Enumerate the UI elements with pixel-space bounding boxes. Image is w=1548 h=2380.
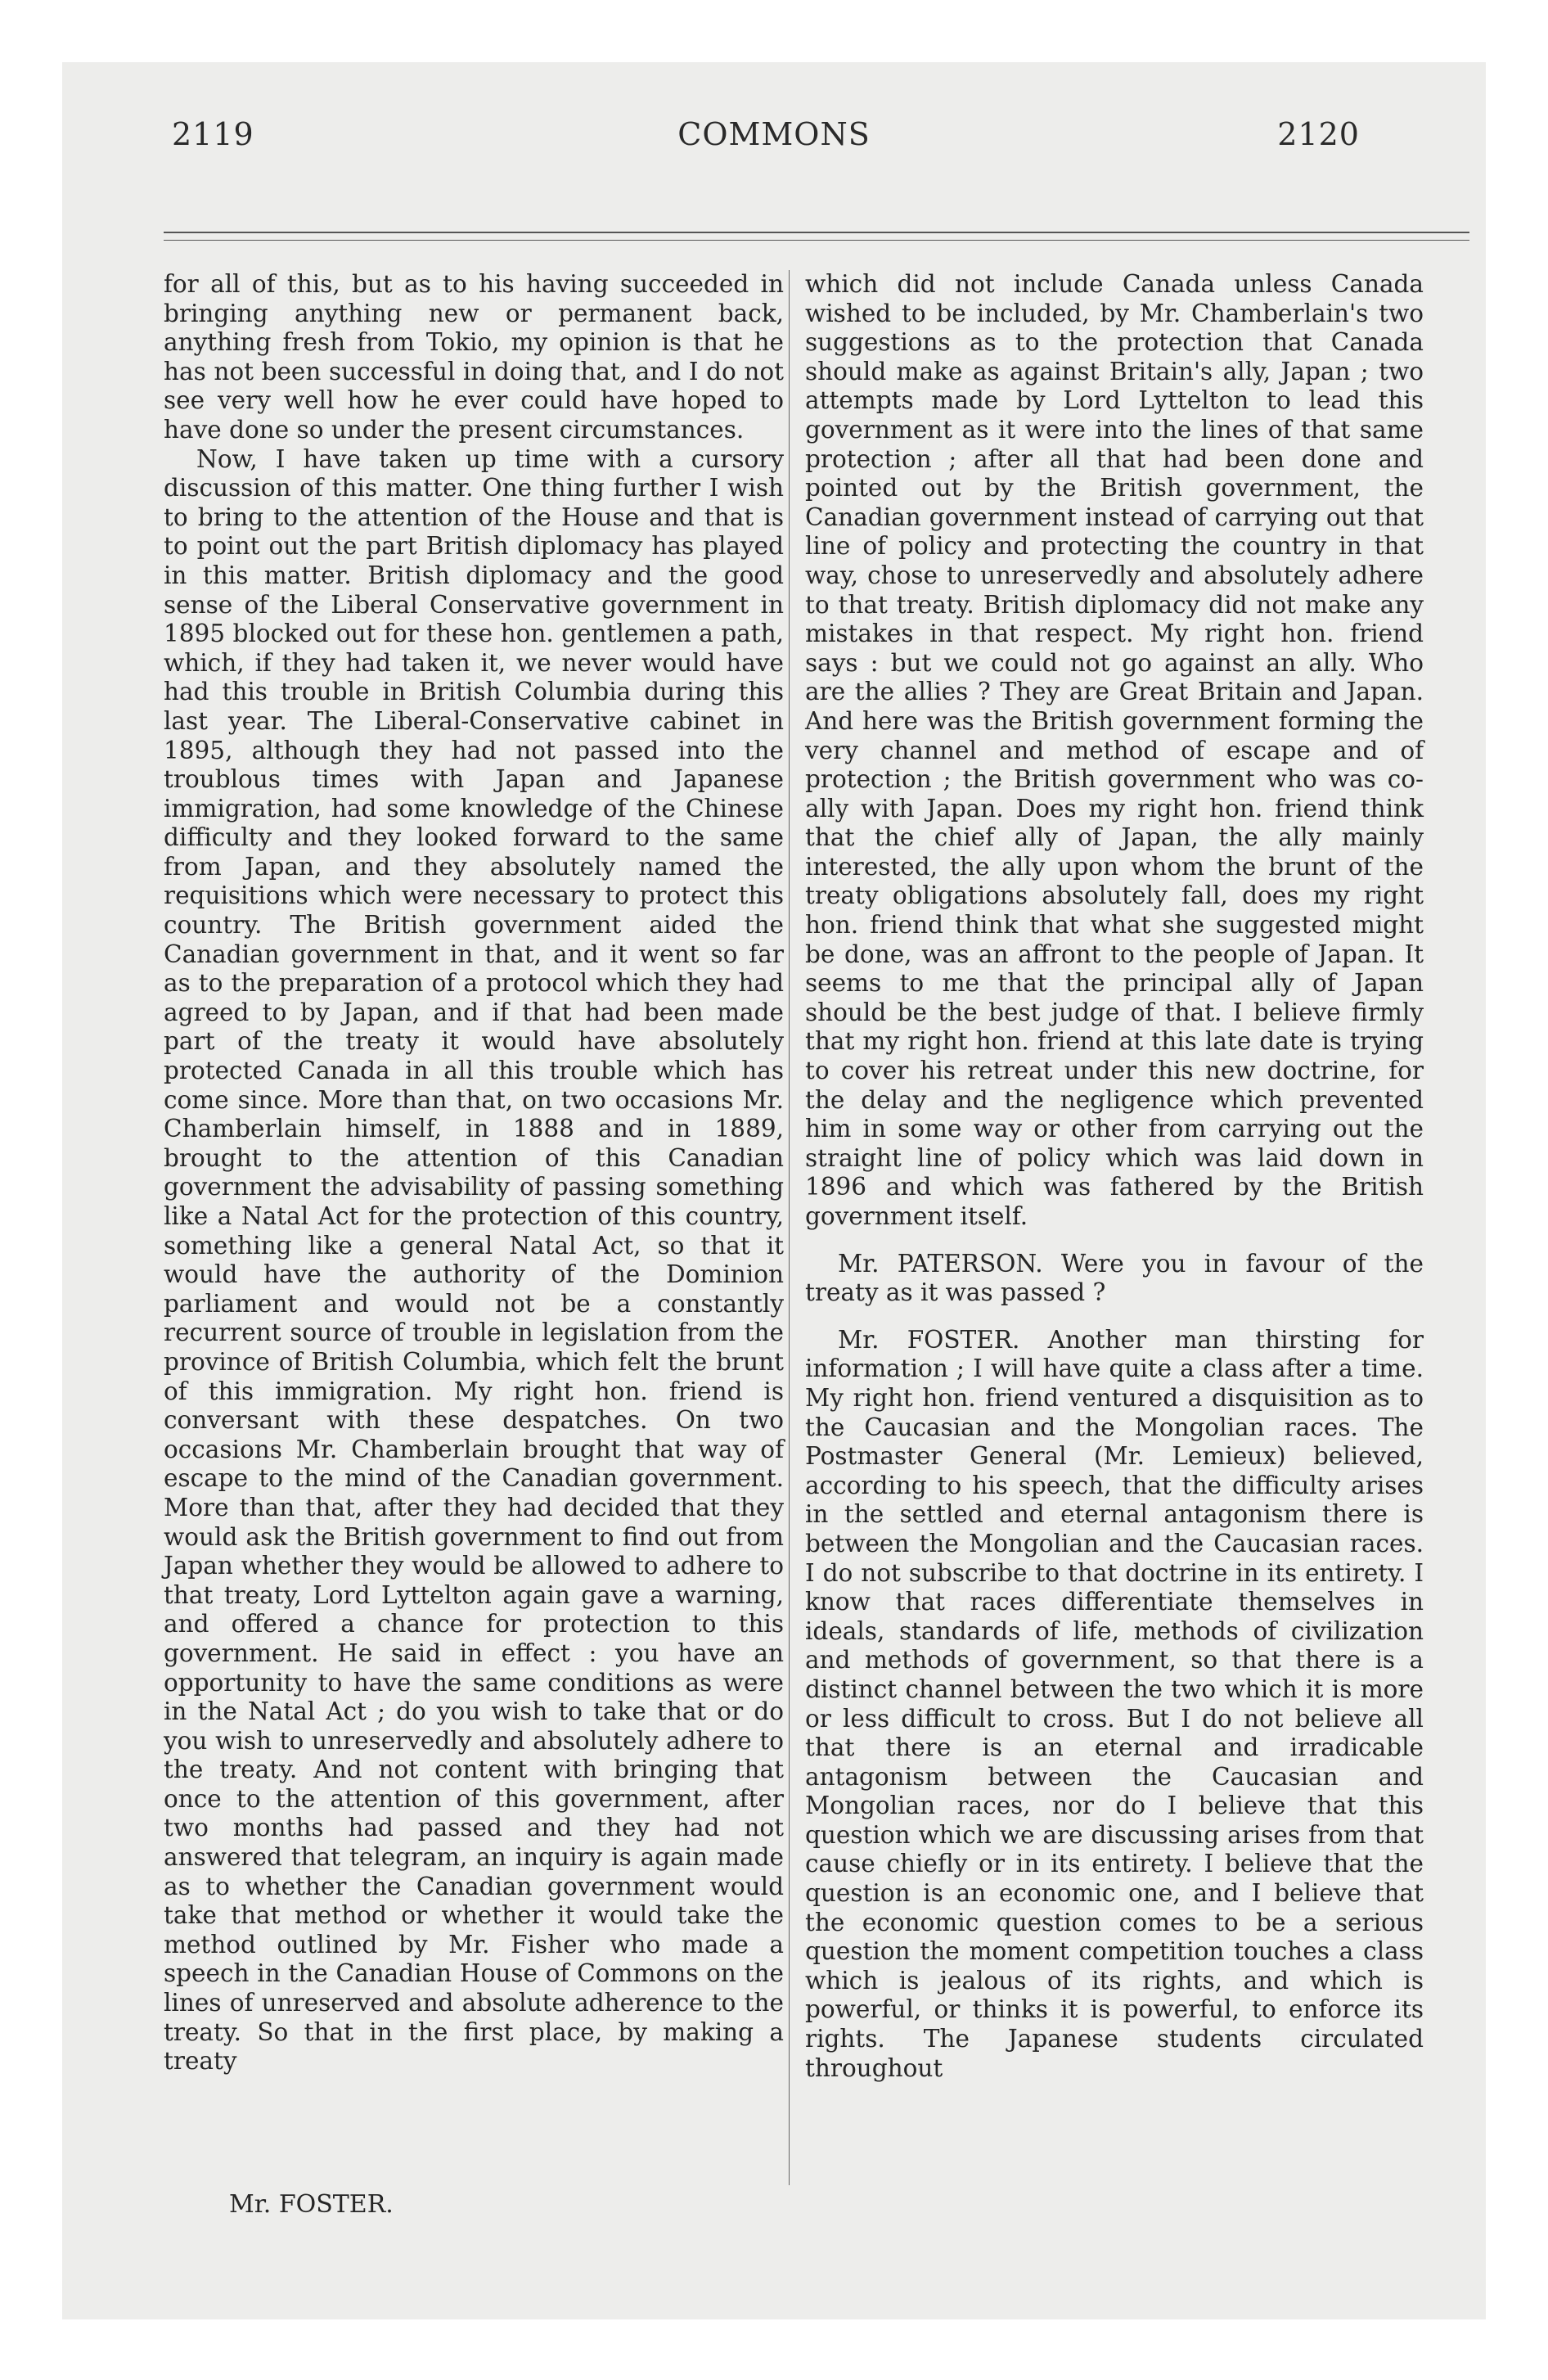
page-number-left: 2119 — [172, 116, 254, 152]
paragraph: Mr. PATERSON. Were you in favour of the treaty as it was passed ? — [805, 1249, 1424, 1307]
paragraph: Mr. FOSTER. Another man thirsting for information ; I will have quite a class after a time. My right hon. friend ventured a disquisition as to the Caucasian and the Mongolian races. The Postmaster General (Mr. Lemieux) believed, according to his speech, that the difficulty arises in the settled and eternal antagonism there is between the Mongolian and the Caucasian races. I do not subscribe to that doctrine in its entirety. I know that races differentiate themselves in ideals, standards of life, methods of civilization and methods of government, so that there is a distinct channel between the two which it is more or less difficult to cross. But I do not believe all that there is an eternal and irradicable antagonism between the Caucasian and Mongolian races, nor do I believe that this question which we are discussing arises from that cause chiefly or in its entirety. I believe that the question is an economic one, and I believe that the economic question comes to be a serious question the moment competition touches a class which is jealous of its rights, and which is powerful, or thinks it is powerful, to enforce its rights. The Japanese students circulated throughout — [805, 1325, 1424, 2082]
header-rule — [164, 232, 1469, 233]
right-column — [805, 270, 1424, 2083]
page-number-right: 2120 — [1277, 116, 1360, 152]
header-rule-secondary — [164, 240, 1469, 241]
left-column — [164, 270, 784, 2076]
paragraph: which did not include Canada unless Canada wished to be included, by Mr. Chamberlain's two suggestions as to the protection that Canada should make as against Britain's ally, Japan ; two attempts made by Lord Lyttelton to lead this government as it were into the lines of that same protection ; after all that had been done and pointed out by the British government, the Canadian government instead of carrying out that line of policy and protecting the country in that way, chose to unreservedly and absolutely adhere to that treaty. British diplomacy did not make any mistakes in that respect. My right hon. friend says : but we could not go against an ally. Who are the allies ? They are Great Britain and Japan. And here was the British government forming the very channel and method of escape and of protection ; the British government who was co-ally with Japan. Does my right hon. friend think that the chief ally of Japan, the ally mainly interested, the ally upon whom the brunt of the treaty obligations absolutely fall, does my right hon. friend think that what she suggested might be done, was an affront to the people of Japan. It seems to me that the principal ally of Japan should be the best judge of that. I believe firmly that my right hon. friend at this late date is trying to cover his retreat under this new doctrine, for the delay and the negligence which prevented him in some way or other from carrying out the straight line of policy which was laid down in 1896 and which was fathered by the British government itself. — [805, 270, 1424, 1230]
speaker-signature: Mr. FOSTER. — [229, 2190, 394, 2219]
running-title: COMMONS — [677, 116, 871, 152]
paragraph: for all of this, but as to his having succeeded in bringing anything new or permanent back, anything fresh from Tokio, my opinion is that he has not been successful in doing that, and I do not see very well how he ever could have hoped to have done so under the present circumstances. — [164, 270, 784, 444]
column-divider — [789, 270, 790, 2185]
paragraph: Now, I have taken up time with a cursory discussion of this matter. One thing further I wish to bring to the attention of the House and that is to point out the part British diplomacy has played in this matter. British diplomacy and the good sense of the Liberal Conservative government in 1895 blocked out for these hon. gentlemen a path, which, if they had taken it, we never would have had this trouble in British Columbia during this last year. The Liberal-Conservative cabinet in 1895, although they had not passed into the troublous times with Japan and Japanese immigration, had some knowledge of the Chinese difficulty and they looked forward to the same from Japan, and they absolutely named the requisitions which were necessary to protect this country. The British government aided the Canadian government in that, and it went so far as to the preparation of a protocol which they had agreed to by Japan, and if that had been made part of the treaty it would have absolutely protected Canada in all this trouble which has come since. More than that, on two occasions Mr. Chamberlain himself, in 1888 and in 1889, brought to the attention of this Canadian government the advisability of passing something like a Natal Act for the protection of this country, something like a general Natal Act, so that it would have the authority of the Dominion parliament and would not be a constantly recurrent source of trouble in legislation from the province of British Columbia, which felt the brunt of this immigration. My right hon. friend is conversant with these despatches. On two occasions Mr. Chamberlain brought that way of escape to the mind of the Canadian government. More than that, after they had decided that they would ask the British government to find out from Japan whether they would be allowed to adhere to that treaty, Lord Lyttelton again gave a warning, and offered a chance for protection to this government. He said in effect : you have an opportunity to have the same conditions as were in the Natal Act ; do you wish to take that or do you wish to unreservedly and absolutely adhere to the treaty. And not content with bringing that once to the attention of this government, after two months had passed and they had not answered that telegram, an inquiry is again made as to whether the Canadian government would take that method or whether it would take the method outlined by Mr. Fisher who made a speech in the Canadian House of Commons on the lines of unreserved and absolute adherence to the treaty. So that in the first place, by making a treaty — [164, 444, 784, 2076]
page-header — [123, 116, 1425, 165]
